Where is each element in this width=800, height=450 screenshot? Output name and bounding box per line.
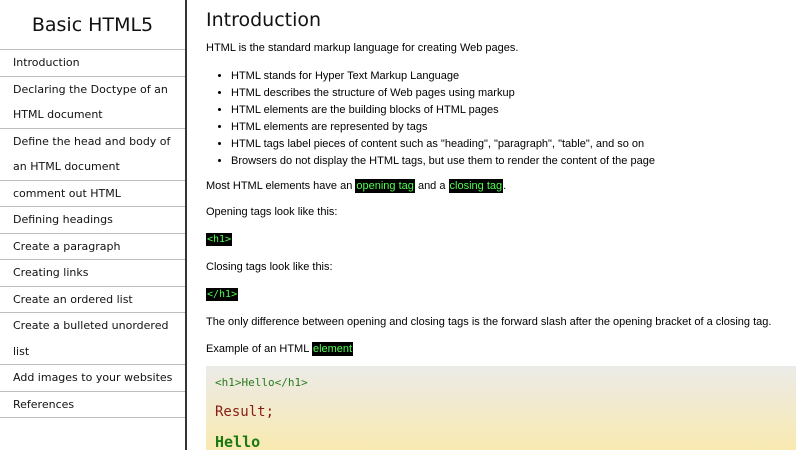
tags-paragraph: [206, 179, 800, 193]
opening-tags-caption: Opening tags look like this:: [206, 206, 338, 218]
tags-text-middle: and a: [414, 180, 449, 192]
example-rendered-heading: Hello: [215, 433, 261, 450]
example-caption: [206, 342, 800, 356]
closing-tag-highlight: closing tag: [449, 180, 503, 192]
closing-tag-example-line: [206, 287, 800, 302]
sidebar-item-images[interactable]: Add images to your websites: [0, 365, 185, 392]
closing-tags-caption: Closing tags look like this:: [206, 261, 333, 273]
example-caption-text: Example of an HTML: [206, 343, 312, 355]
sidebar-title: Basic HTML5: [0, 0, 185, 50]
sidebar-item-paragraph[interactable]: Create a paragraph: [0, 234, 185, 261]
difference-paragraph: The only difference between opening and closing tags is the forward slash after the opening bracket of a closing tag.: [206, 316, 772, 328]
sidebar-nav: [0, 50, 185, 418]
example-box: [206, 366, 796, 450]
element-highlight: element: [312, 343, 353, 355]
list-item: • HTML stands for Hyper Text Markup Language: [231, 68, 800, 85]
sidebar-item-headings[interactable]: Defining headings: [0, 207, 185, 234]
opening-tag-highlight: opening tag: [356, 180, 414, 192]
list-item: • HTML elements are the building blocks of HTML pages: [231, 102, 800, 119]
tags-text-prefix: Most HTML elements have an: [206, 180, 356, 192]
sidebar-item-unordered-list[interactable]: Create a bulleted unordered list: [0, 313, 185, 365]
sidebar-item-links[interactable]: Creating links: [0, 260, 185, 287]
example-result-label: Result;: [215, 404, 275, 420]
sidebar-item-doctype[interactable]: Declaring the Doctype of an HTML document: [0, 77, 185, 129]
closing-tag-example: </h1>: [207, 289, 238, 300]
sidebar: [0, 0, 187, 450]
tags-text-suffix: .: [503, 180, 507, 192]
sidebar-item-references[interactable]: References: [0, 392, 185, 419]
opening-tag-example-line: [206, 232, 800, 247]
list-item: • HTML elements are represented by tags: [231, 119, 800, 136]
sidebar-item-ordered-list[interactable]: Create an ordered list: [0, 287, 185, 314]
list-item: • HTML tags label pieces of content such as "heading", "paragraph", "table", and so on: [231, 136, 800, 153]
sidebar-item-head-body[interactable]: Define the head and body of an HTML document: [0, 129, 185, 181]
intro-paragraph: HTML is the standard markup language for creating Web pages.: [206, 42, 519, 54]
list-item: • HTML describes the structure of Web pages using markup: [231, 85, 800, 102]
example-code: <h1>Hello</h1>: [215, 376, 308, 389]
sidebar-item-comment[interactable]: comment out HTML: [0, 181, 185, 208]
opening-tag-example: <h1>: [207, 234, 232, 245]
sidebar-item-introduction[interactable]: Introduction: [0, 50, 185, 77]
list-item: • Browsers do not display the HTML tags, but use them to render the content of the page: [231, 153, 800, 170]
intro-bullet-list: [206, 68, 800, 170]
page-title: Introduction: [206, 9, 322, 31]
main-content: [206, 0, 800, 450]
